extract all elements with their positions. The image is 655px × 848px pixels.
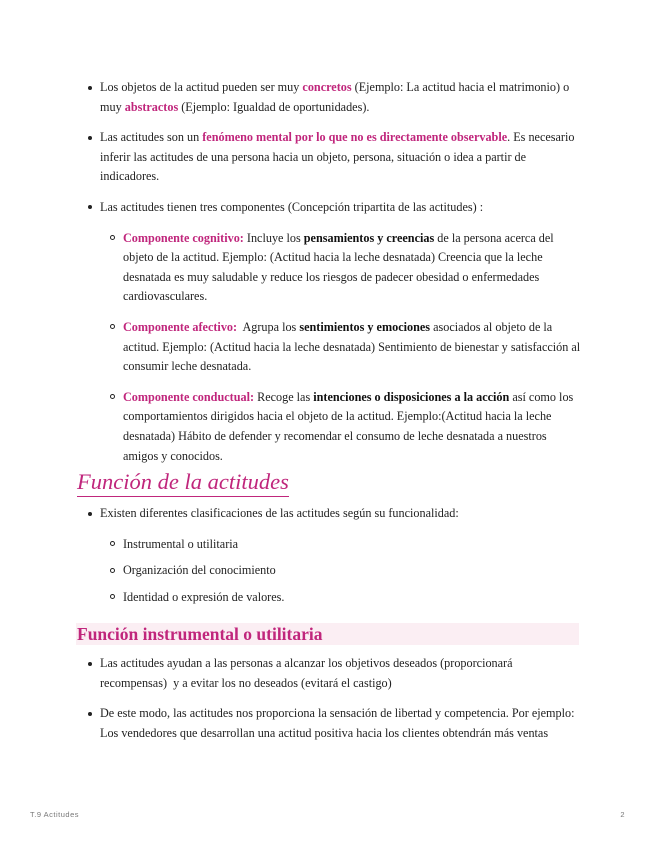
function-classification-list bbox=[0, 504, 655, 618]
component-label-behavioral: Componente conductual: bbox=[123, 389, 255, 404]
list-item-classifications: Existen diferentes clasificaciones de las actitudes según su funcionalidad: bbox=[100, 504, 578, 524]
sub-item-instrumental: Instrumental o utilitaria bbox=[123, 535, 581, 555]
sub-item-knowledge: Organización del conocimiento bbox=[123, 561, 581, 581]
list-item-three-components: Las actitudes tienen tres componentes (Concepción tripartita de las actitudes) : bbox=[100, 198, 578, 218]
list-item-objectives: Las actitudes ayudan a las personas a alcanzar los objetivos deseados (proporcionará recompensas) y a evitar los no deseados (evitará el castigo) bbox=[100, 654, 578, 693]
highlight-abstractos: abstractos bbox=[124, 99, 179, 114]
sub-item-affective-component: Componente afectivo: Agrupa los sentimientos y emociones asociados al objeto de la actitud. Ejemplo: (Actitud hacia la leche desnatada) Sentimiento de bienestar y satisfacción al consumir leche desnatada. bbox=[123, 318, 581, 377]
subsection-heading-instrumental: Función instrumental o utilitaria bbox=[76, 623, 579, 645]
component-label-cognitive: Componente cognitivo: bbox=[123, 230, 244, 245]
sub-item-behavioral-component: Componente conductual: Recoge las intenciones o disposiciones a la acción así como los comportamientos dirigidos hacia el objeto de la actitud. Ejemplo:(Actitud hacia la leche desnatada) Hábito de defender y recomendar el consumo de leche desnatada a nuestros amigos y conocidos. bbox=[123, 388, 581, 466]
list-item-objects: Los objetos de la actitud pueden ser muy concretos (Ejemplo: La actitud hacia el matrimonio) o muy abstractos (Ejemplo: Igualdad de oportunidades). bbox=[100, 78, 578, 117]
highlight-concretos: concretos bbox=[302, 80, 352, 94]
sub-item-identity: Identidad o expresión de valores. bbox=[123, 588, 581, 608]
section-heading-function: Función de la actitudes bbox=[77, 469, 289, 497]
component-label-affective: Componente afectivo: bbox=[123, 319, 238, 334]
sub-item-cognitive-component: Componente cognitivo: Incluye los pensamientos y creencias de la persona acerca del objeto de la actitud. Ejemplo: (Actitud hacia la leche desnatada) Creencia que la leche desnatada es muy saludable y reduce los riesgos de padecer obesidad o enfermedades cardiovasculares. bbox=[123, 229, 581, 307]
highlight-fenomeno-mental: fenómeno mental por lo que no es directamente observable bbox=[202, 130, 508, 145]
footer-page-number: 2 bbox=[620, 810, 625, 819]
attitude-properties-list bbox=[0, 78, 655, 477]
instrumental-function-list bbox=[0, 654, 655, 754]
footer-chapter-title: T.9 Actitudes bbox=[30, 810, 80, 819]
list-item-freedom: De este modo, las actitudes nos proporciona la sensación de libertad y competencia. Por ejemplo: Los vendedores que desarrollan una actitud positiva hacia los clientes obtendrán más ventas bbox=[100, 704, 578, 743]
list-item-mental-phenomenon: Las actitudes son un fenómeno mental por lo que no es directamente observable. Es necesario inferir las actitudes de una persona hacia un objeto, persona, situación o idea a partir de indicadores. bbox=[100, 128, 578, 187]
